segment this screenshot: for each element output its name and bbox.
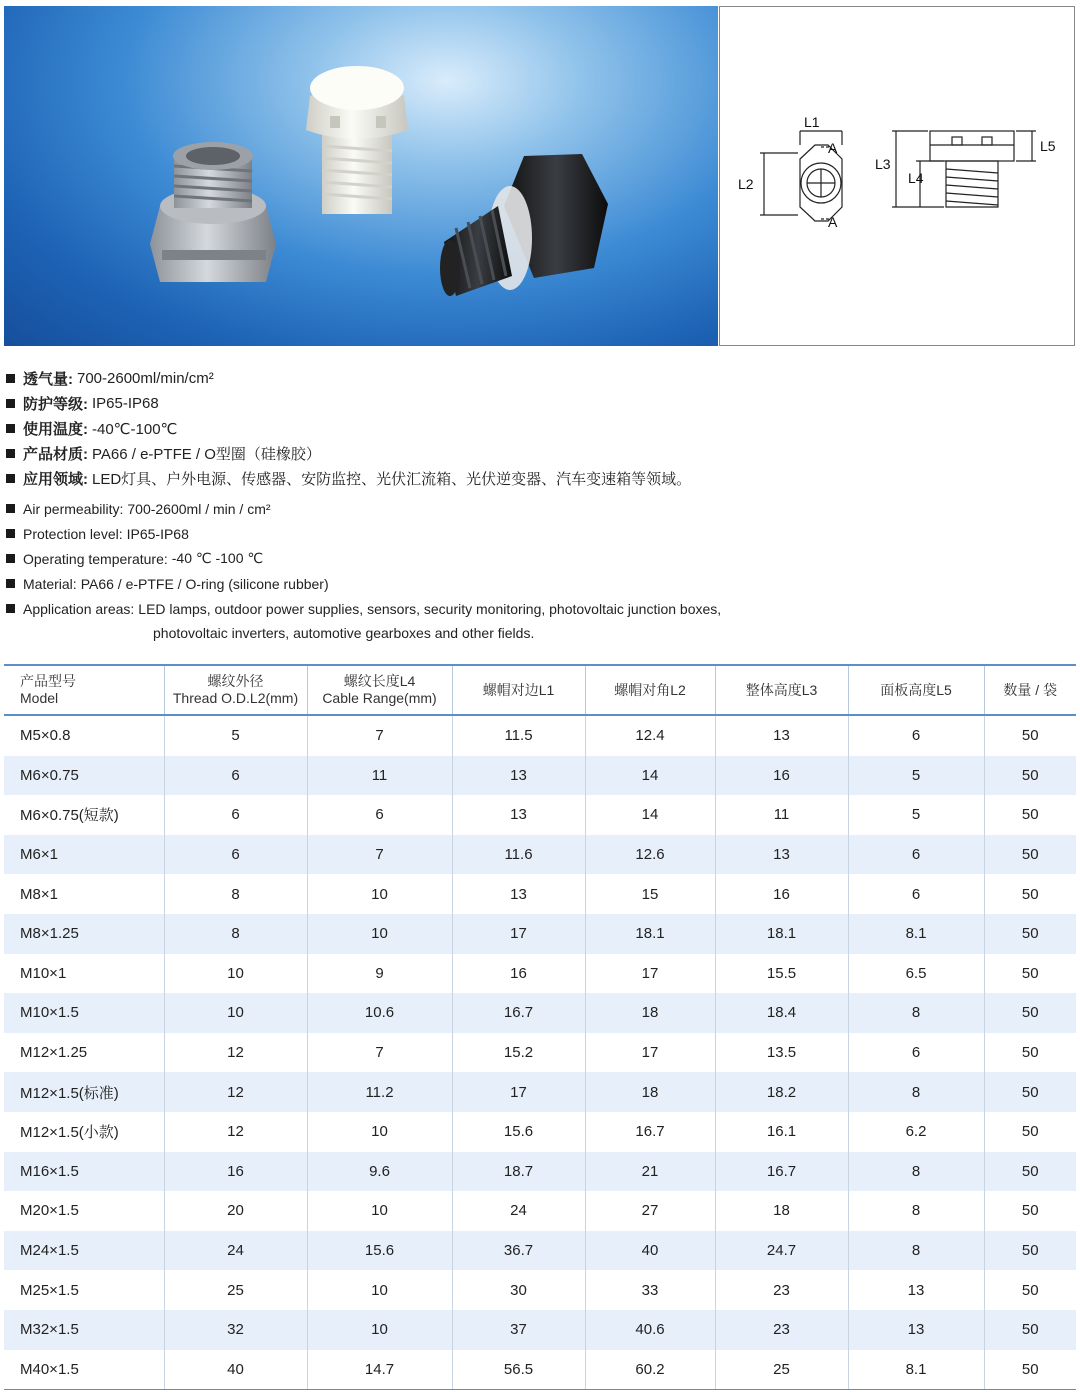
value-cell: 8 xyxy=(848,1191,984,1231)
value-cell: 50 xyxy=(984,756,1076,796)
value-cell: 16 xyxy=(452,954,585,994)
dim-label-a-bottom: A xyxy=(828,214,838,230)
spec-continuation: photovoltaic inverters, automotive gearboxes and other fields. xyxy=(153,625,535,641)
value-cell: 18.7 xyxy=(452,1152,585,1192)
dim-label-l1: L1 xyxy=(804,114,820,130)
value-cell: 10 xyxy=(164,993,307,1033)
value-cell: 16.7 xyxy=(452,993,585,1033)
value-cell: 60.2 xyxy=(585,1350,715,1390)
value-cell: 6 xyxy=(848,715,984,756)
specs-chinese xyxy=(6,366,1066,491)
spec-item xyxy=(6,441,1066,466)
value-cell: 18.1 xyxy=(585,914,715,954)
value-cell: 5 xyxy=(848,756,984,796)
value-cell: 13 xyxy=(715,835,848,875)
value-cell: 10 xyxy=(164,954,307,994)
model-cell: M12×1.5(标准) xyxy=(4,1072,164,1112)
spec-item xyxy=(6,521,1066,546)
black-vent-plug xyxy=(440,154,608,296)
value-cell: 10 xyxy=(307,1310,452,1350)
header-cn: 整体高度L3 xyxy=(745,681,818,698)
header-en: Model xyxy=(20,690,59,706)
value-cell: 23 xyxy=(715,1310,848,1350)
value-cell: 17 xyxy=(452,914,585,954)
bullet-square-icon xyxy=(6,399,15,408)
value-cell: 50 xyxy=(984,1112,1076,1152)
value-cell: 32 xyxy=(164,1310,307,1350)
spec-item xyxy=(6,366,1066,391)
value-cell: 56.5 xyxy=(452,1350,585,1390)
value-cell: 16.1 xyxy=(715,1112,848,1152)
specs-english xyxy=(6,496,1066,646)
value-cell: 14 xyxy=(585,756,715,796)
value-cell: 10 xyxy=(307,1191,452,1231)
model-cell: M12×1.25 xyxy=(4,1033,164,1073)
model-cell: M24×1.5 xyxy=(4,1231,164,1271)
spec-item xyxy=(6,571,1066,596)
value-cell: 6 xyxy=(848,835,984,875)
table-row xyxy=(4,835,1076,875)
table-header-row xyxy=(4,665,1076,715)
value-cell: 8 xyxy=(848,1231,984,1271)
spec-value: LED灯具、户外电源、传感器、安防监控、光伏汇流箱、光伏逆变器、汽车变速箱等领域。 xyxy=(92,471,692,488)
value-cell: 17 xyxy=(452,1072,585,1112)
value-cell: 13 xyxy=(452,874,585,914)
value-cell: 6.2 xyxy=(848,1112,984,1152)
model-cell: M32×1.5 xyxy=(4,1310,164,1350)
value-cell: 40 xyxy=(585,1231,715,1271)
spec-label: 透气量: xyxy=(23,371,73,388)
model-cell: M6×1 xyxy=(4,835,164,875)
spec-label: Material: xyxy=(23,575,77,592)
value-cell: 50 xyxy=(984,914,1076,954)
value-cell: 8 xyxy=(164,914,307,954)
spec-label: Protection level: xyxy=(23,525,123,542)
value-cell: 40.6 xyxy=(585,1310,715,1350)
value-cell: 37 xyxy=(452,1310,585,1350)
model-cell: M25×1.5 xyxy=(4,1270,164,1310)
model-cell: M20×1.5 xyxy=(4,1191,164,1231)
spec-value: 700-2600ml/min/cm² xyxy=(77,370,214,387)
grey-vent-plug xyxy=(150,142,276,282)
bullet-square-icon xyxy=(6,604,15,613)
spec-table xyxy=(4,664,1076,1390)
value-cell: 13 xyxy=(848,1270,984,1310)
value-cell: 50 xyxy=(984,993,1076,1033)
value-cell: 18.1 xyxy=(715,914,848,954)
value-cell: 21 xyxy=(585,1152,715,1192)
header-cn: 螺纹长度L4 xyxy=(343,673,416,689)
value-cell: 16.7 xyxy=(715,1152,848,1192)
value-cell: 5 xyxy=(164,715,307,756)
value-cell: 15.5 xyxy=(715,954,848,994)
value-cell: 16 xyxy=(715,874,848,914)
value-cell: 11.2 xyxy=(307,1072,452,1112)
value-cell: 12 xyxy=(164,1033,307,1073)
bullet-square-icon xyxy=(6,579,15,588)
model-cell: M12×1.5(小款) xyxy=(4,1112,164,1152)
value-cell: 24 xyxy=(452,1191,585,1231)
dim-label-l3: L3 xyxy=(875,156,891,172)
bullet-square-icon xyxy=(6,529,15,538)
value-cell: 15 xyxy=(585,874,715,914)
value-cell: 13.5 xyxy=(715,1033,848,1073)
table-row xyxy=(4,1310,1076,1350)
value-cell: 12 xyxy=(164,1072,307,1112)
value-cell: 13 xyxy=(452,795,585,835)
value-cell: 24 xyxy=(164,1231,307,1271)
table-row xyxy=(4,1270,1076,1310)
model-cell: M10×1.5 xyxy=(4,993,164,1033)
value-cell: 10 xyxy=(307,1270,452,1310)
value-cell: 14.7 xyxy=(307,1350,452,1390)
table-row xyxy=(4,954,1076,994)
bullet-square-icon xyxy=(6,374,15,383)
value-cell: 6 xyxy=(164,795,307,835)
value-cell: 15.6 xyxy=(307,1231,452,1271)
bullet-square-icon xyxy=(6,504,15,513)
value-cell: 8 xyxy=(848,993,984,1033)
value-cell: 9 xyxy=(307,954,452,994)
value-cell: 6.5 xyxy=(848,954,984,994)
header-en: Cable Range(mm) xyxy=(322,690,437,706)
value-cell: 8.1 xyxy=(848,914,984,954)
value-cell: 12.6 xyxy=(585,835,715,875)
value-cell: 18.4 xyxy=(715,993,848,1033)
value-cell: 10 xyxy=(307,1112,452,1152)
table-row xyxy=(4,795,1076,835)
value-cell: 18 xyxy=(585,1072,715,1112)
spec-value: PA66 / e-PTFE / O型圈（硅橡胶） xyxy=(92,446,321,463)
value-cell: 50 xyxy=(984,835,1076,875)
value-cell: 16 xyxy=(715,756,848,796)
value-cell: 6 xyxy=(164,756,307,796)
column-header xyxy=(984,665,1076,715)
value-cell: 9.6 xyxy=(307,1152,452,1192)
header-cn: 数量 / 袋 xyxy=(1003,681,1058,698)
spec-value: IP65-IP68 xyxy=(92,395,159,412)
value-cell: 50 xyxy=(984,954,1076,994)
table-row xyxy=(4,1231,1076,1271)
value-cell: 8 xyxy=(848,1072,984,1112)
spec-item xyxy=(6,546,1066,571)
value-cell: 16 xyxy=(164,1152,307,1192)
value-cell: 14 xyxy=(585,795,715,835)
value-cell: 15.6 xyxy=(452,1112,585,1152)
spec-value: 700-2600ml / min / cm² xyxy=(127,500,271,517)
value-cell: 33 xyxy=(585,1270,715,1310)
column-header xyxy=(715,665,848,715)
value-cell: 50 xyxy=(984,1350,1076,1390)
spec-label: Air permeability: xyxy=(23,500,124,517)
model-cell: M6×0.75(短款) xyxy=(4,795,164,835)
value-cell: 50 xyxy=(984,1033,1076,1073)
value-cell: 27 xyxy=(585,1191,715,1231)
spec-label: Operating temperature: xyxy=(23,550,168,567)
table-row xyxy=(4,1033,1076,1073)
model-cell: M40×1.5 xyxy=(4,1350,164,1390)
spec-item xyxy=(6,416,1066,441)
spec-label: Application areas: xyxy=(23,600,135,617)
value-cell: 6 xyxy=(848,874,984,914)
value-cell: 40 xyxy=(164,1350,307,1390)
dim-label-l2: L2 xyxy=(738,176,754,192)
spec-value: LED lamps, outdoor power supplies, sensors, security monitoring, photovoltaic junction boxes, xyxy=(138,600,722,617)
value-cell: 24.7 xyxy=(715,1231,848,1271)
header-cn: 螺纹外径 xyxy=(207,673,264,689)
white-vent-plug xyxy=(306,66,408,214)
model-cell: M5×0.8 xyxy=(4,715,164,756)
value-cell: 11 xyxy=(715,795,848,835)
model-cell: M16×1.5 xyxy=(4,1152,164,1192)
table-row xyxy=(4,756,1076,796)
header-cn: 产品型号 xyxy=(20,673,76,689)
model-cell: M8×1.25 xyxy=(4,914,164,954)
spec-item xyxy=(6,496,1066,521)
header-cn: 螺帽对边L1 xyxy=(482,681,555,698)
value-cell: 6 xyxy=(164,835,307,875)
value-cell: 18.2 xyxy=(715,1072,848,1112)
value-cell: 50 xyxy=(984,795,1076,835)
column-header xyxy=(307,665,452,715)
dim-label-a-top: A xyxy=(828,140,838,156)
value-cell: 12.4 xyxy=(585,715,715,756)
value-cell: 10 xyxy=(307,874,452,914)
dim-label-l5: L5 xyxy=(1040,138,1056,154)
table-row xyxy=(4,715,1076,756)
value-cell: 12 xyxy=(164,1112,307,1152)
header-en: Thread O.D.L2(mm) xyxy=(172,690,299,706)
value-cell: 13 xyxy=(848,1310,984,1350)
dimension-drawing xyxy=(719,6,1075,346)
table-body xyxy=(4,715,1076,1390)
table-row xyxy=(4,1350,1076,1390)
value-cell: 50 xyxy=(984,1310,1076,1350)
value-cell: 11 xyxy=(307,756,452,796)
value-cell: 5 xyxy=(848,795,984,835)
value-cell: 50 xyxy=(984,1191,1076,1231)
value-cell: 10 xyxy=(307,914,452,954)
table-row xyxy=(4,1191,1076,1231)
value-cell: 25 xyxy=(164,1270,307,1310)
spec-label: 应用领域: xyxy=(23,471,88,488)
spec-label: 使用温度: xyxy=(23,421,88,438)
value-cell: 7 xyxy=(307,835,452,875)
dimension-drawing-svg xyxy=(720,7,1076,347)
table-row xyxy=(4,914,1076,954)
value-cell: 18 xyxy=(585,993,715,1033)
value-cell: 7 xyxy=(307,715,452,756)
column-header xyxy=(164,665,307,715)
spec-label: 防护等级: xyxy=(23,396,88,413)
table-row xyxy=(4,993,1076,1033)
value-cell: 50 xyxy=(984,874,1076,914)
bullet-square-icon xyxy=(6,474,15,483)
value-cell: 17 xyxy=(585,1033,715,1073)
table-row xyxy=(4,1072,1076,1112)
value-cell: 50 xyxy=(984,715,1076,756)
value-cell: 13 xyxy=(452,756,585,796)
header-cn: 面板高度L5 xyxy=(880,681,952,698)
column-header xyxy=(452,665,585,715)
value-cell: 6 xyxy=(307,795,452,835)
model-cell: M8×1 xyxy=(4,874,164,914)
value-cell: 13 xyxy=(715,715,848,756)
product-photo xyxy=(4,6,718,346)
model-cell: M10×1 xyxy=(4,954,164,994)
column-header xyxy=(848,665,984,715)
value-cell: 8 xyxy=(164,874,307,914)
dim-label-l4: L4 xyxy=(908,170,924,186)
product-photo-illustration xyxy=(4,6,718,346)
value-cell: 11.6 xyxy=(452,835,585,875)
value-cell: 50 xyxy=(984,1270,1076,1310)
value-cell: 50 xyxy=(984,1072,1076,1112)
value-cell: 30 xyxy=(452,1270,585,1310)
spec-item xyxy=(6,596,1066,621)
value-cell: 17 xyxy=(585,954,715,994)
table-row xyxy=(4,874,1076,914)
value-cell: 18 xyxy=(715,1191,848,1231)
table-row xyxy=(4,1112,1076,1152)
value-cell: 15.2 xyxy=(452,1033,585,1073)
value-cell: 8.1 xyxy=(848,1350,984,1390)
column-header xyxy=(4,665,164,715)
value-cell: 11.5 xyxy=(452,715,585,756)
value-cell: 10.6 xyxy=(307,993,452,1033)
spec-value: IP65-IP68 xyxy=(126,525,189,542)
table-row xyxy=(4,1152,1076,1192)
value-cell: 25 xyxy=(715,1350,848,1390)
value-cell: 6 xyxy=(848,1033,984,1073)
column-header xyxy=(585,665,715,715)
value-cell: 36.7 xyxy=(452,1231,585,1271)
value-cell: 20 xyxy=(164,1191,307,1231)
spec-label: 产品材质: xyxy=(23,446,88,463)
bullet-square-icon xyxy=(6,424,15,433)
value-cell: 23 xyxy=(715,1270,848,1310)
value-cell: 7 xyxy=(307,1033,452,1073)
bullet-square-icon xyxy=(6,449,15,458)
spec-value: PA66 / e-PTFE / O-ring (silicone rubber) xyxy=(80,575,329,592)
model-cell: M6×0.75 xyxy=(4,756,164,796)
bullet-square-icon xyxy=(6,554,15,563)
value-cell: 16.7 xyxy=(585,1112,715,1152)
spec-item xyxy=(6,391,1066,416)
value-cell: 8 xyxy=(848,1152,984,1192)
spec-value: -40℃-100℃ xyxy=(92,420,178,438)
spec-item xyxy=(6,466,1066,491)
header-cn: 螺帽对角L2 xyxy=(614,681,686,698)
value-cell: 50 xyxy=(984,1152,1076,1192)
spec-value: -40 ℃ -100 ℃ xyxy=(171,550,264,566)
value-cell: 50 xyxy=(984,1231,1076,1271)
